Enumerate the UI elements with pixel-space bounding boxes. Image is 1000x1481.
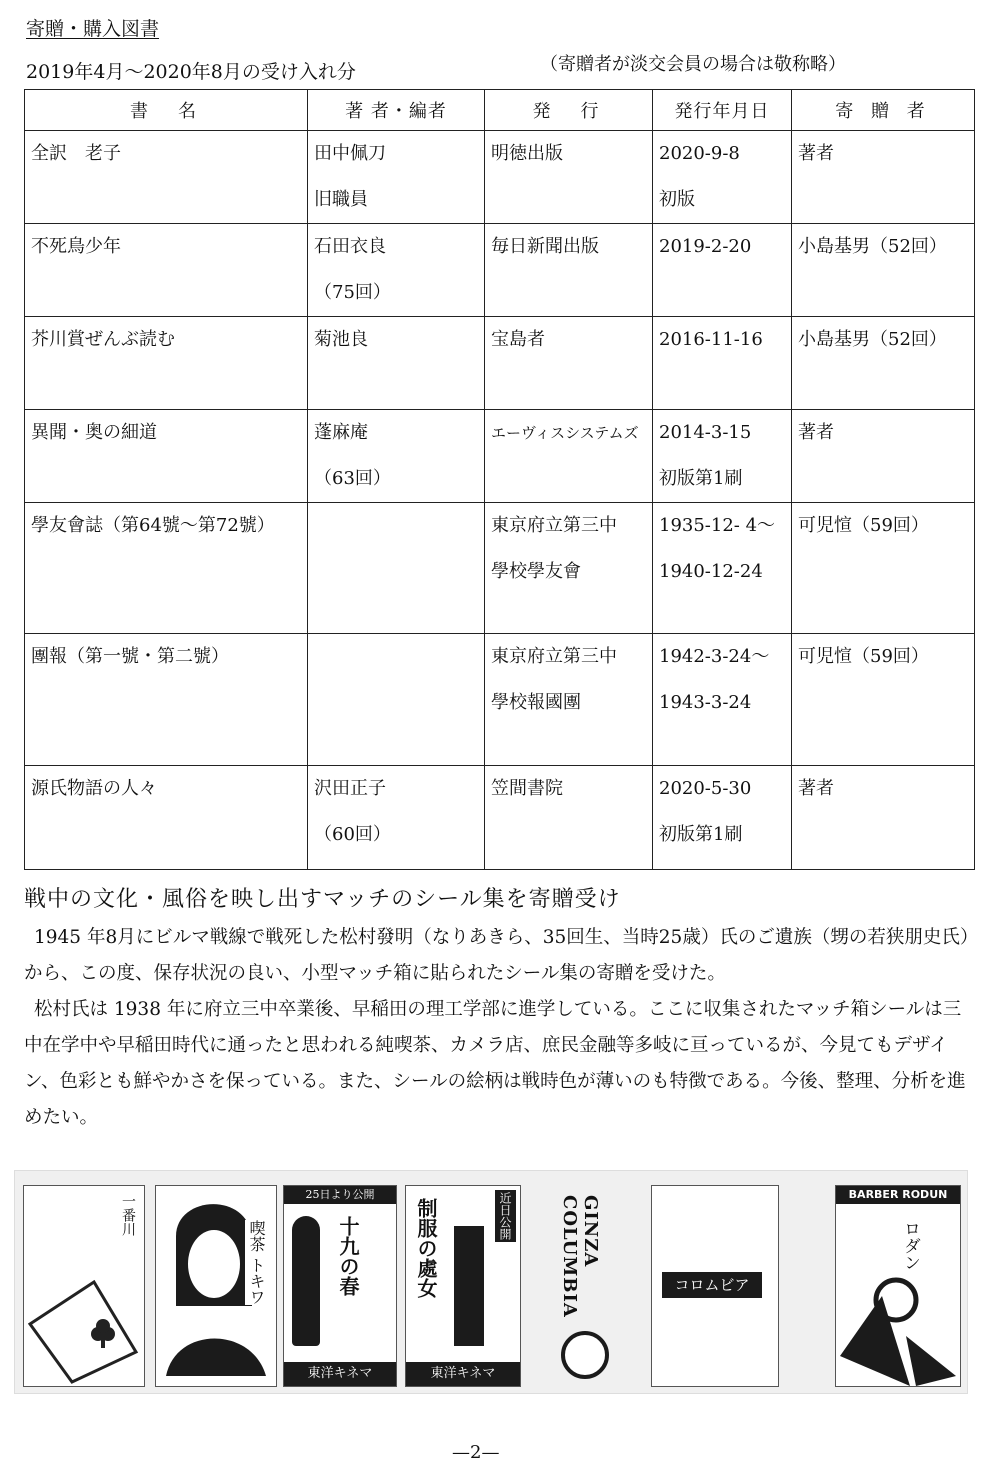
label-text: ロダン xyxy=(900,1220,920,1271)
label-text: 十九の春 xyxy=(336,1216,360,1296)
match-label xyxy=(23,1185,145,1387)
table-row xyxy=(25,131,975,224)
cell-publisher: 毎日新聞出版 xyxy=(485,224,653,317)
cell-donor: 可児愃（59回） xyxy=(792,503,975,634)
cell-title: 全訳 老子 xyxy=(25,131,308,224)
match-label-photo xyxy=(14,1170,968,1394)
label-banner: 近日公開 xyxy=(495,1190,516,1242)
table-row xyxy=(25,634,975,766)
honorific-note: （寄贈者が淡交会員の場合は敬称略） xyxy=(540,54,846,75)
table-row xyxy=(25,503,975,634)
cell-date: 2020-5-30 初版第1刷 xyxy=(653,766,792,870)
header-title: 書 名 xyxy=(25,90,308,131)
cell-publisher: エーヴィスシステムズ xyxy=(485,410,653,503)
cell-author: 石田衣良 （75回） xyxy=(308,224,485,317)
cell-publisher: 明徳出版 xyxy=(485,131,653,224)
playing-card-icon xyxy=(24,1264,142,1384)
match-label xyxy=(405,1185,521,1387)
match-label xyxy=(283,1185,397,1387)
article-title: 戦中の文化・風俗を映し出すマッチのシール集を寄贈受け xyxy=(24,887,621,912)
cell-donor: 著者 xyxy=(792,766,975,870)
label-footer: 東洋キネマ xyxy=(284,1362,396,1386)
cell-title: 團報（第一號・第二號） xyxy=(25,634,308,766)
cell-donor: 可児愃（59回） xyxy=(792,634,975,766)
table-row xyxy=(25,317,975,410)
cell-donor: 著者 xyxy=(792,410,975,503)
label-banner: BARBER RODUN xyxy=(836,1186,960,1204)
cell-donor: 小島基男（52回） xyxy=(792,317,975,410)
cell-title: 學友會誌（第64號～第72號） xyxy=(25,503,308,634)
cell-author: 蓬麻庵 （63回） xyxy=(308,410,485,503)
cell-title: 芥川賞ぜんぶ読む xyxy=(25,317,308,410)
label-footer: 東洋キネマ xyxy=(406,1362,520,1386)
table-row xyxy=(25,224,975,317)
cell-author: 田中佩刀 旧職員 xyxy=(308,131,485,224)
period-text: 2019年4月～2020年8月の受け入れ分 xyxy=(26,61,356,83)
books-table xyxy=(24,89,975,870)
match-label xyxy=(651,1185,779,1387)
label-text: GINZA COLUMBIA xyxy=(559,1195,601,1318)
table-row xyxy=(25,410,975,503)
match-label xyxy=(529,1185,641,1385)
cell-title: 源氏物語の人々 xyxy=(25,766,308,870)
cell-publisher: 笠間書院 xyxy=(485,766,653,870)
cell-author xyxy=(308,634,485,766)
cell-date: 2016-11-16 xyxy=(653,317,792,410)
article-paragraph: 松村氏は 1938 年に府立三中卒業後、早稲田の理工学部に進学している。ここに収集されたマッチ箱シールは三中在学中や早稲田時代に通ったと思われる純喫茶、カメラ店、庶民金融等多岐に亘っているが、今見てもデザイン、色彩とも鮮やかさを保っている。また、シールの絵柄は戦時色が薄いのも特徴である。今後、整理、分析を進めたい。 xyxy=(24,999,966,1128)
cell-date: 2019-2-20 xyxy=(653,224,792,317)
section-heading: 寄贈・購入図書 xyxy=(26,18,160,40)
header-author: 著 者・編者 xyxy=(308,90,485,131)
article-paragraph: 1945 年8月にビルマ戦線で戦死した松村發明（なりあきら、35回生、当時25歳）氏のご遺族（甥の若狭朋史氏）から、この度、保存状況の良い、小型マッチ箱に貼られたシール集の寄贈を受けた。 xyxy=(24,927,970,984)
label-banner: 25日より公開 xyxy=(284,1186,396,1204)
cell-title: 異聞・奥の細道 xyxy=(25,410,308,503)
cell-date: 1935-12- 4～ 1940-12-24 xyxy=(653,503,792,634)
cell-donor: 小島基男（52回） xyxy=(792,224,975,317)
record-icon xyxy=(561,1331,609,1379)
label-text: 一番川 xyxy=(120,1194,136,1236)
label-text: 制服の處女 xyxy=(414,1198,438,1298)
barber-figure-icon xyxy=(836,1236,960,1386)
cell-author: 沢田正子 （60回） xyxy=(308,766,485,870)
match-label xyxy=(155,1185,277,1387)
cell-date: 2014-3-15 初版第1刷 xyxy=(653,410,792,503)
label-text: コロムビア xyxy=(662,1272,762,1298)
cell-author: 菊池良 xyxy=(308,317,485,410)
page-number: —2— xyxy=(452,1442,500,1463)
table-row xyxy=(25,766,975,870)
cell-donor: 著者 xyxy=(792,131,975,224)
cell-publisher: 東京府立第三中 學校學友會 xyxy=(485,503,653,634)
label-text: 喫茶 トキワ xyxy=(247,1220,266,1306)
header-date: 発行年月日 xyxy=(653,90,792,131)
cell-date: 2020-9-8 初版 xyxy=(653,131,792,224)
cell-date: 1942-3-24～ 1943-3-24 xyxy=(653,634,792,766)
cell-title: 不死鳥少年 xyxy=(25,224,308,317)
header-donor: 寄 贈 者 xyxy=(792,90,975,131)
header-publisher: 発 行 xyxy=(485,90,653,131)
match-label xyxy=(835,1185,961,1387)
table-header-row xyxy=(25,90,975,131)
cell-publisher: 宝島者 xyxy=(485,317,653,410)
cell-author xyxy=(308,503,485,634)
cell-publisher: 東京府立第三中 學校報國團 xyxy=(485,634,653,766)
